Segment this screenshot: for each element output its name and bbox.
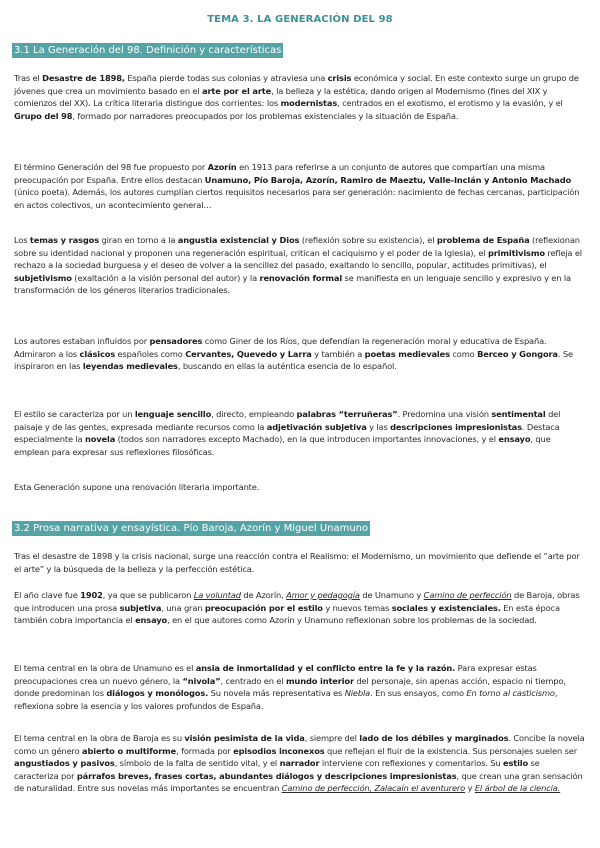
bold-text: ensayo [135, 615, 168, 626]
text-run: y [465, 783, 475, 794]
text-run: , ya que se publicaron [102, 590, 194, 600]
italic-title: Niebla [344, 688, 371, 699]
bold-text: “nivola” [182, 675, 221, 686]
bold-text: clásicos [79, 348, 116, 359]
text-run: (exaltación a la visión personal del autor) y la [71, 272, 260, 283]
text-run: El término Generación del 98 fue propuesto por [14, 162, 208, 172]
bold-text: primitivismo [487, 247, 545, 258]
bold-text: sociales y existenciales. [391, 602, 501, 613]
italic-title: En torno al casticismo [466, 688, 555, 699]
text-run: El estilo se caracteriza por un [14, 409, 135, 419]
bold-text: sentimental [491, 409, 546, 419]
text-run: , formada por [176, 745, 234, 756]
bold-text: visión pesimista de la vida [184, 733, 305, 743]
bold-text: palabras “terruñeras” [296, 409, 398, 419]
paragraph [14, 408, 586, 458]
text-run: . Concibe la novela como un género [14, 733, 585, 756]
text-run: El tema central en la obra de Baroja es su [14, 733, 185, 743]
bold-text: poetas medievales [364, 348, 450, 359]
text-run: del paisaje y de las gentes, expresada mediante recursos como la [14, 409, 561, 432]
text-run: , formado por narradores preocupados por los problemas existenciales y la situación de España. [72, 110, 459, 121]
text-run: (reflexión sobre su existencia), el [299, 235, 437, 245]
text-run: y también a [311, 348, 365, 359]
paragraph [14, 732, 586, 795]
text-run: de Unamuno y [359, 590, 424, 600]
text-run: , buscando en ellas la auténtica esencia de lo español. [177, 361, 397, 372]
text-run: , que emplean para expresar sus reflexiones filosóficas. [14, 434, 551, 457]
bold-text: ensayo [498, 434, 531, 445]
paragraph [14, 662, 586, 712]
text-run: , una gran [161, 602, 205, 613]
text-run: Esta Generación supone una renovación literaria importante. [14, 482, 260, 492]
bold-text: temas y rasgos [29, 235, 99, 245]
text-run: El tema central en la obra de Unamuno es el [14, 663, 196, 673]
text-run: , en el que autores como Azorín y Unamuno reflexionan sobre los problemas de la sociedad. [167, 615, 537, 626]
text-run: . Se inspiraron en las [14, 348, 573, 372]
bold-text: 1902 [80, 590, 103, 600]
paragraph [14, 161, 586, 211]
text-run: , siempre del [304, 733, 360, 743]
text-run: , la belleza y la estética, dando origen al Modernismo (fines del XIX y comienzos del XX). La crítica literaria distingue dos corrientes: los [14, 85, 548, 109]
bold-text: párrafos breves, frases cortas, abundantes diálogos y descripciones impresionistas [76, 770, 457, 781]
bold-text: leyendas medievales [82, 361, 178, 372]
text-run: En esta época también cobra importancia el [14, 602, 560, 626]
bold-text: angustia existencial y Dios [177, 235, 300, 245]
italic-title: Camino de perfección, Zalacaín el aventurero [281, 783, 466, 794]
italic-title: Camino de perfección [423, 590, 512, 600]
bold-text: Grupo del 98 [14, 110, 73, 121]
text-run: de Azorín, [240, 590, 287, 600]
paragraph [14, 335, 586, 373]
paragraph [14, 481, 586, 494]
bold-text: renovación formal [259, 272, 343, 283]
text-run: Tras el desastre de 1898 y la crisis nacional, surge una reacción contra el Realismo: el Modernismo, un movimiento que defiende el “arte por el arte” y la búsqueda de la belleza y la perfección estética. [14, 551, 580, 574]
text-run: (único poeta). Además, los autores cumplían ciertos requisitos necesarios para ser generación: nacimiento de fechas cercanas, participación en actos colectivos, un acontecimiento general… [14, 187, 580, 210]
bold-text: Desastre de 1898, [42, 73, 125, 83]
bold-text: ansia de inmortalidad y el conflicto entre la fe y la razón. [195, 663, 456, 673]
paragraph [14, 550, 586, 575]
bold-text: lenguaje sencillo [134, 409, 212, 419]
text-run: que reflejan el fluir de la existencia. Sus personajes suelen ser [324, 745, 577, 756]
text-run: económica y social. En este contexto surge un grupo de jóvenes que crea un movimiento basado en el [14, 73, 579, 96]
paragraph [14, 72, 586, 122]
text-run: . En sus ensayos, como [370, 688, 467, 699]
text-run: de Baroja, obras que introducen una prosa [14, 590, 580, 613]
text-run: Los autores estaban influidos por [14, 336, 150, 346]
bold-text: crisis [327, 73, 352, 83]
text-run: El año clave fue [14, 590, 81, 600]
text-run: . Destaca especialmente la [14, 421, 560, 445]
bold-text: Unamuno, Pío Baroja, Azorín, Ramiro de Maeztu, Valle-Inclán y Antonio Machado [204, 174, 572, 185]
page-title: TEMA 3. LA GENERACIÓN DEL 98 [207, 14, 393, 25]
text-run: giran en torno a la [99, 235, 178, 245]
bold-text: mundo interior [285, 675, 354, 686]
paragraph [14, 234, 586, 297]
bold-text: Azorín [207, 162, 237, 172]
text-run: se caracteriza por [14, 758, 540, 781]
text-run: (reflexionan sobre su identidad nacional y proponen una regeneración espiritual, critican el caciquismo y el poder de la Iglesia), el [14, 235, 580, 258]
bold-text: angustiados y pasivos [14, 758, 115, 769]
bold-text: lado de los débiles y marginados [359, 733, 509, 743]
text-run: , que crean una gran sensación de naturalidad. Entre sus novelas más importantes se encuentran [14, 770, 583, 794]
bold-text: Cervantes, Quevedo y Larra [185, 348, 312, 359]
text-run: como Giner de los Ríos, que defendían la regeneración moral y educativa de España. Admiraron a los [14, 336, 547, 359]
text-run: españoles como [115, 348, 186, 359]
bold-text: descripciones impresionistas [390, 421, 522, 432]
bold-text: diálogos y monólogos. [106, 688, 209, 699]
text-run: Tras el [14, 73, 43, 83]
text-run: Para expresar estas preocupaciones crea un nuevo género, la [14, 663, 537, 686]
text-run: , centrado en el [220, 675, 286, 686]
bold-text: Berceo y Gongora [477, 348, 558, 359]
text-run: . Predomina una visión [397, 409, 492, 419]
text-run: en 1913 para referirse a un conjunto de autores que compartían una misma preocupación por España. Entre ellos destacan [14, 162, 545, 185]
bold-text: estilo [502, 758, 529, 769]
text-run: como [449, 348, 478, 359]
text-run: del personaje, sin apenas acción, espacio ni tiempo, donde predominan los [14, 675, 566, 699]
text-run: , centrados en el exotismo, el erotismo y la evasión, y el [337, 98, 563, 109]
text-run: y las [366, 421, 391, 432]
bold-text: modernistas [280, 98, 338, 109]
bold-text: abierto o multiforme [82, 745, 177, 756]
bold-text: arte por el arte [202, 85, 272, 96]
bold-text: subjetivismo [14, 272, 72, 283]
paragraph [14, 589, 586, 627]
bold-text: pensadores [149, 336, 203, 346]
text-run: refleja el rechazo a la sociedad burguesa y el deseo de volver a la sencillez del pasado, exaltando lo sencillo, popular, actitudes primitivas), el [14, 247, 582, 271]
text-run: y nuevos temas [322, 602, 392, 613]
text-run: se manifiesta en un lenguaje sencillo y expresivo y en la transformación de los géneros literarios tradicionales. [14, 272, 571, 296]
section-heading-2: 3.2 Prosa narrativa y ensayística. Pío Baroja, Azorín y Miguel Unamuno [14, 523, 369, 534]
text-run: Los [14, 235, 30, 245]
bold-text: problema de España [436, 235, 530, 245]
text-run: , símbolo de la falta de sentido vital, y el [114, 758, 280, 769]
bold-text: episodios inconexos [233, 745, 325, 756]
bold-text: narrador [279, 758, 320, 769]
text-run: España pierde todas sus colonias y atraviesa una [124, 73, 328, 83]
bold-text: adjetivación subjetiva [266, 421, 367, 432]
italic-title: El árbol de la ciencia. [474, 783, 561, 794]
bold-text: novela [84, 434, 116, 445]
bold-text: preocupación por el estilo [204, 602, 323, 613]
italic-title: La voluntad [193, 590, 241, 600]
bold-text: subjetiva [119, 602, 162, 613]
text-run: , directo, empleando [211, 409, 297, 419]
text-run: (todos son narradores excepto Machado), en la que introducen importantes innovaciones, y el [115, 434, 499, 445]
text-run: , reflexiona sobre la esencia y los valores profundos de España. [14, 688, 558, 711]
text-run: Su novela más representativa es [208, 688, 345, 699]
text-run: interviene con reflexiones y comentarios. Su [319, 758, 503, 769]
italic-title: Amor y pedagogía [286, 590, 360, 600]
section-heading-1: 3.1 La Generación del 98. Definición y características [14, 45, 282, 56]
